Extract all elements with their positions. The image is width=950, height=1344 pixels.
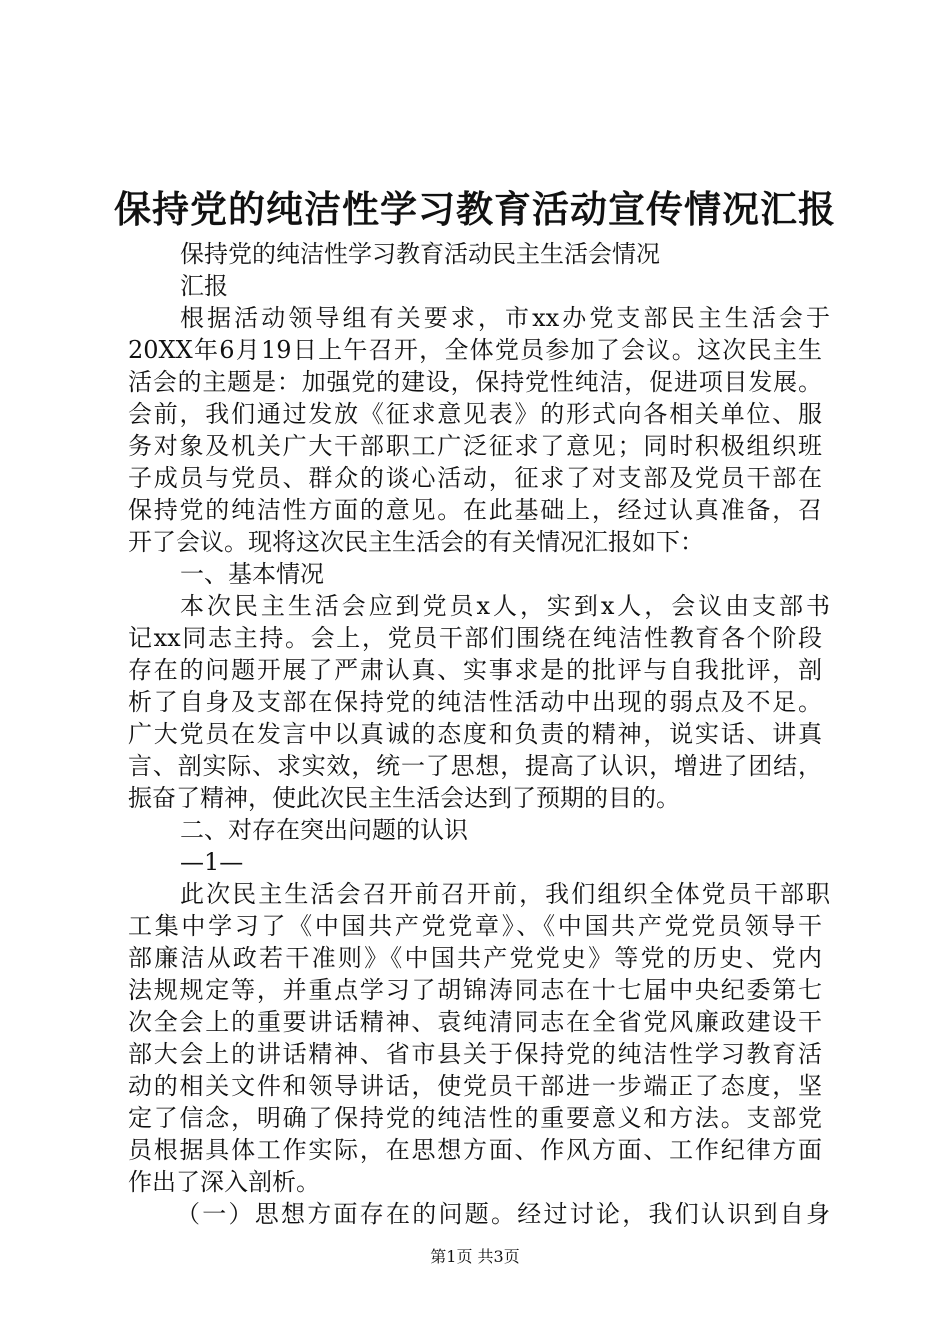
text-line: 振奋了精神，使此次民主生活会达到了预期的目的。	[128, 784, 680, 812]
text-line: 存在的问题开展了严肃认真、实事求是的批评与自我批评，剖	[128, 656, 822, 684]
page-footer: 第1页 共3页	[430, 1247, 520, 1266]
text-line: 员根据具体工作实际，在思想方面、作风方面、工作纪律方面	[128, 1136, 822, 1164]
document-title: 保持党的纯洁性学习教育活动宣传情况汇报	[114, 187, 836, 231]
text-line: 此次民主生活会召开前召开前，我们组织全体党员干部职	[180, 880, 830, 908]
text-line: 次全会上的重要讲话精神、袁纯清同志在全省党风廉政建设干	[128, 1008, 822, 1036]
section-heading: 一、基本情况	[180, 560, 324, 588]
text-line: 定了信念，明确了保持党的纯洁性的重要意义和方法。支部党	[128, 1104, 822, 1132]
text-line: 根据活动领导组有关要求，市xx办党支部民主生活会于	[180, 304, 830, 332]
text-line: 开了会议。现将这次民主生活会的有关情况汇报如下：	[128, 528, 704, 556]
text-line: 广大党员在发言中以真诚的态度和负责的精神，说实话、讲真	[128, 720, 822, 748]
text-line: 汇报	[180, 272, 228, 300]
text-line: 言、剖实际、求实效，统一了思想，提高了认识，增进了团结，	[128, 752, 822, 780]
text-line: 本次民主生活会应到党员x人，实到x人，会议由支部书	[180, 592, 830, 620]
text-line: （一）思想方面存在的问题。经过讨论，我们认识到自身	[176, 1200, 830, 1228]
text-line: 部大会上的讲话精神、省市县关于保持党的纯洁性学习教育活	[128, 1040, 822, 1068]
text-line: 析了自身及支部在保持党的纯洁性活动中出现的弱点及不足。	[128, 688, 822, 716]
text-line: 记xx同志主持。会上，党员干部们围绕在纯洁性教育各个阶段	[128, 624, 822, 652]
section-heading: 二、对存在突出问题的认识	[180, 816, 468, 844]
text-line: 保持党的纯洁性学习教育活动民主生活会情况	[180, 240, 660, 268]
text-line: 20XX年6月19日上午召开，全体党员参加了会议。这次民主生	[128, 336, 822, 364]
text-line: 法规规定等，并重点学习了胡锦涛同志在十七届中央纪委第七	[128, 976, 822, 1004]
text-line: 工集中学习了《中国共产党党章》、《中国共产党党员领导干	[128, 912, 822, 940]
text-line: 子成员与党员、群众的谈心活动，征求了对支部及党员干部在	[128, 464, 822, 492]
text-line: 会前，我们通过发放《征求意见表》的形式向各相关单位、服	[128, 400, 822, 428]
text-line: 活会的主题是：加强党的建设，保持党性纯洁，促进项目发展。	[128, 368, 822, 396]
text-line: 作出了深入剖析。	[128, 1168, 320, 1196]
text-line: 部廉洁从政若干准则》《中国共产党党史》等党的历史、党内	[128, 944, 822, 972]
page-marker: —1—	[180, 848, 244, 876]
text-line: 保持党的纯洁性方面的意见。在此基础上，经过认真准备，召	[128, 496, 822, 524]
text-line: 务对象及机关广大干部职工广泛征求了意见；同时积极组织班	[128, 432, 822, 460]
text-line: 动的相关文件和领导讲话，使党员干部进一步端正了态度，坚	[128, 1072, 822, 1100]
